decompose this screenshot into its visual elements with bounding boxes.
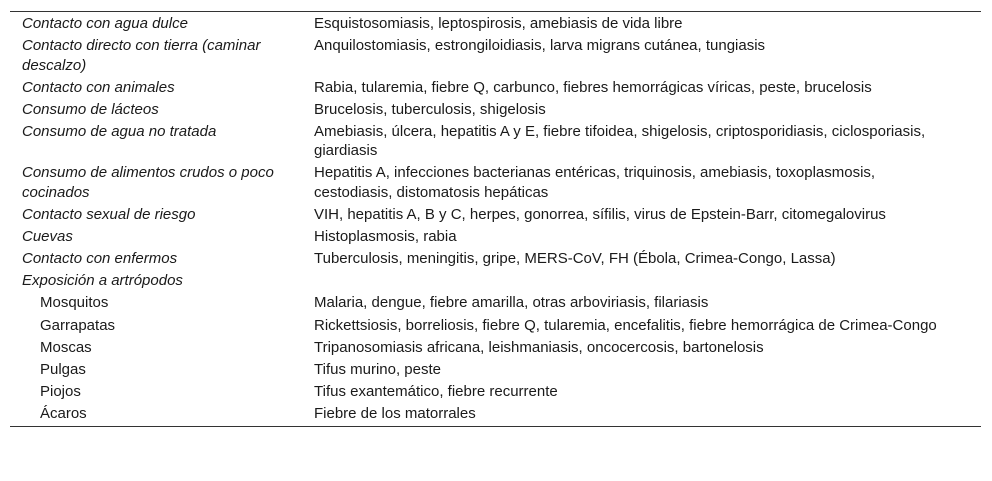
table-row — [10, 204, 981, 226]
diseases-cell: Brucelosis, tuberculosis, shigelosis — [314, 100, 546, 118]
diseases-cell: Hepatitis A, infecciones bacterianas entéricas, triquinosis, amebiasis, toxoplasmosis, cestodiasis, distomatosis hepáticas — [314, 164, 876, 201]
exposure-cell: Consumo de lácteos — [22, 100, 159, 118]
exposure-disease-table — [10, 12, 981, 426]
table-row — [10, 403, 981, 427]
table-row — [10, 314, 981, 336]
diseases-cell — [314, 270, 981, 292]
table-row — [10, 248, 981, 270]
exposure-group-cell: Exposición a artrópodos — [22, 272, 183, 290]
table-row — [10, 292, 981, 314]
table-row — [10, 98, 981, 120]
table-row — [10, 381, 981, 403]
exposure-cell: Contacto directo con tierra (caminar descalzo) — [22, 37, 261, 74]
diseases-cell: Rabia, tularemia, fiebre Q, carbunco, fiebres hemorrágicas víricas, peste, brucelosis — [314, 78, 872, 96]
table-row — [10, 121, 981, 163]
diseases-cell: Tifus exantemático, fiebre recurrente — [314, 382, 558, 400]
table-row-group-header — [10, 270, 981, 292]
diseases-cell: VIH, hepatitis A, B y C, herpes, gonorrea, sífilis, virus de Epstein-Barr, citomegalovirus — [314, 206, 886, 224]
exposure-cell: Contacto sexual de riesgo — [22, 206, 196, 224]
table-row — [10, 12, 981, 35]
diseases-cell: Tripanosomiasis africana, leishmaniasis, oncocercosis, bartonelosis — [314, 338, 764, 356]
table-row — [10, 35, 981, 77]
table-row — [10, 162, 981, 204]
table-row — [10, 226, 981, 248]
exposure-subcell: Piojos — [40, 382, 81, 400]
exposure-subcell: Pulgas — [40, 360, 86, 378]
exposure-cell: Contacto con animales — [22, 78, 175, 96]
exposure-cell: Contacto con agua dulce — [22, 15, 188, 32]
exposure-subcell: Mosquitos — [40, 294, 109, 312]
diseases-cell: Tuberculosis, meningitis, gripe, MERS-CoV, FH (Ébola, Crimea-Congo, Lassa) — [314, 250, 836, 268]
exposure-cell: Consumo de alimentos crudos o poco cocinados — [22, 164, 274, 201]
diseases-cell: Histoplasmosis, rabia — [314, 228, 457, 246]
exposure-cell: Cuevas — [22, 228, 73, 246]
exposure-subcell: Moscas — [40, 338, 92, 356]
table-row — [10, 76, 981, 98]
exposure-subcell: Ácaros — [40, 404, 87, 422]
diseases-cell: Malaria, dengue, fiebre amarilla, otras arboviriasis, filariasis — [314, 294, 709, 312]
table-row — [10, 358, 981, 380]
exposure-cell: Consumo de agua no tratada — [22, 122, 217, 140]
table-row — [10, 336, 981, 358]
diseases-cell: Tifus murino, peste — [314, 360, 441, 378]
exposure-cell: Contacto con enfermos — [22, 250, 178, 268]
diseases-cell: Fiebre de los matorrales — [314, 404, 476, 422]
diseases-cell: Rickettsiosis, borreliosis, fiebre Q, tularemia, encefalitis, fiebre hemorrágica de Crimea-Congo — [314, 316, 937, 334]
diseases-cell: Amebiasis, úlcera, hepatitis A y E, fiebre tifoidea, shigelosis, criptosporidiasis, ciclosporiasis, giardiasis — [314, 122, 926, 160]
exposure-subcell: Garrapatas — [40, 316, 116, 334]
diseases-cell: Esquistosomiasis, leptospirosis, amebiasis de vida libre — [314, 15, 683, 32]
diseases-cell: Anquilostomiasis, estrongiloidiasis, larva migrans cutánea, tungiasis — [314, 37, 766, 55]
exposure-disease-table-container — [10, 11, 981, 427]
